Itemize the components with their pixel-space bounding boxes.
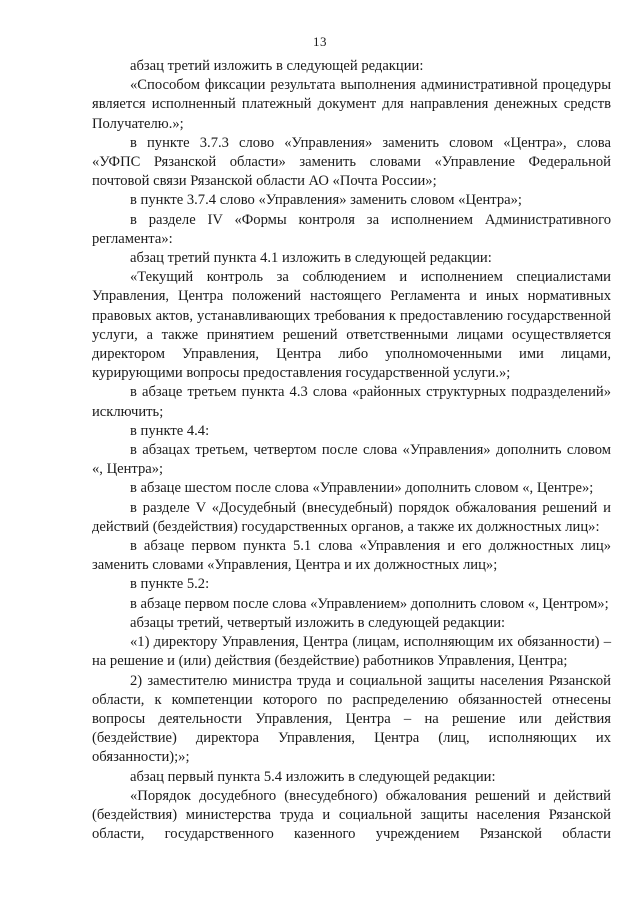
paragraph-14: в пункте 5.2: xyxy=(130,576,210,593)
paragraph-9: в пункте 4.4: xyxy=(130,422,210,439)
document-body xyxy=(92,57,611,844)
paragraph-8: в абзаце третьем пункта 4.3 слова «районных структурных подразделений» исключить; xyxy=(92,384,611,420)
paragraph-7: «Текущий контроль за соблюдением и исполнением специалистами Управления, Центра положений настоящего Регламента и иных нормативных правовых актов, устанавливающих требования к предоставлению государственной услуги, а также принятием решений ответственными лицами осуществляется директором Управления, Центра либо уполномоченными ими лицами, курирующими вопросы предоставления государственной услуги.»; xyxy=(92,269,611,382)
paragraph-5: в разделе IV «Формы контроля за исполнением Административного регламента»: xyxy=(92,211,611,247)
paragraph-10: в абзацах третьем, четвертом после слова «Управления» дополнить словом «, Центра»; xyxy=(92,442,611,478)
paragraph-4: в пункте 3.7.4 слово «Управления» заменить словом «Центра»; xyxy=(130,192,522,209)
paragraph-1: абзац третий изложить в следующей редакции: xyxy=(130,58,424,74)
paragraph-19: абзац первый пункта 5.4 изложить в следующей редакции: xyxy=(130,768,496,785)
paragraph-6: абзац третий пункта 4.1 изложить в следующей редакции: xyxy=(130,250,492,267)
paragraph-18: 2) заместителю министра труда и социальной защиты населения Рязанской области, к компетенции которого по распределению обязанностей отнесены вопросы деятельности Управления, Центра – на решение или действия (бездействие) директора Управления, Центра (лиц, исполняющих их обязанности);»; xyxy=(92,672,611,766)
paragraph-13: в абзаце первом пункта 5.1 слова «Управления и его должностных лиц» заменить словами «Управления, Центра и их должностных лиц»; xyxy=(92,538,611,574)
paragraph-16: абзацы третий, четвертый изложить в следующей редакции: xyxy=(130,614,506,631)
paragraph-12: в разделе V «Досудебный (внесудебный) порядок обжалования решений и действий (бездействия) государственных органов, а также их должностных лиц»: xyxy=(92,499,611,535)
paragraph-2: «Способом фиксации результата выполнения административной процедуры является исполненный платежный документ для направления денежных средств Получателю.»; xyxy=(92,77,611,132)
paragraph-3: в пункте 3.7.3 слово «Управления» заменить словом «Центра», слова «УФПС Рязанской области» заменить словами «Управление Федеральной почтовой связи Рязанской области АО «Почта России»; xyxy=(92,134,611,190)
paragraph-17: «1) директору Управления, Центра (лицам, исполняющим их обязанности) – на решение и (или) действия (бездействие) работников Управления, Центра; xyxy=(92,634,611,670)
paragraph-11: в абзаце шестом после слова «Управлении» дополнить словом «, Центре»; xyxy=(130,480,594,497)
paragraph-20: «Порядок досудебного (внесудебного) обжалования решений и действий (бездействия) министерства труда и социальной защиты населения Рязанской области, государственного казенного учреждением Рязанской области xyxy=(92,787,611,843)
paragraph-15: в абзаце первом после слова «Управлением» дополнить словом «, Центром»; xyxy=(130,595,609,612)
page-number: 13 xyxy=(313,34,327,49)
